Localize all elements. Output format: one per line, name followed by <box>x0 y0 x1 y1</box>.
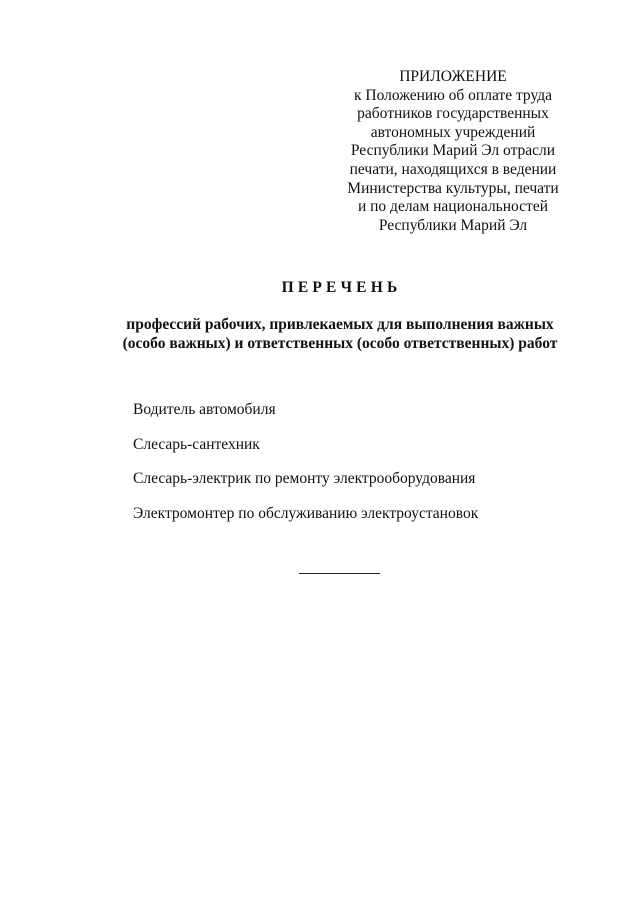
appendix-line: Республики Марий Эл отрасли <box>350 142 556 160</box>
list-item: Слесарь-электрик по ремонту электрооборудования <box>133 470 476 487</box>
professions-list <box>133 400 478 538</box>
appendix-header <box>335 68 571 235</box>
list-item: Водитель автомобиля <box>133 401 276 418</box>
document-title: ПЕРЕЧЕНЬ <box>281 279 402 296</box>
appendix-line: Министерства культуры, печати <box>347 179 559 197</box>
appendix-line: Республики Марий Эл <box>378 216 528 234</box>
subtitle-line: (особо важных) и ответственных (особо ответственных) работ <box>122 335 558 352</box>
appendix-line: печати, находящихся в ведении <box>349 160 557 178</box>
list-item: Слесарь-сантехник <box>133 435 260 453</box>
appendix-line: к Положению об оплате труда <box>353 86 553 104</box>
list-item: Электромонтер по обслуживанию электроустановок <box>133 504 479 522</box>
appendix-line: работников государственных <box>357 105 549 123</box>
appendix-line: ПРИЛОЖЕНИЕ <box>399 68 507 85</box>
end-divider <box>299 573 380 574</box>
appendix-line: автономных учреждений <box>370 123 536 141</box>
document-subtitle <box>100 315 580 353</box>
subtitle-line: профессий рабочих, привлекаемых для выполнения важных <box>126 316 554 333</box>
appendix-line: и по делам национальностей <box>357 198 549 216</box>
